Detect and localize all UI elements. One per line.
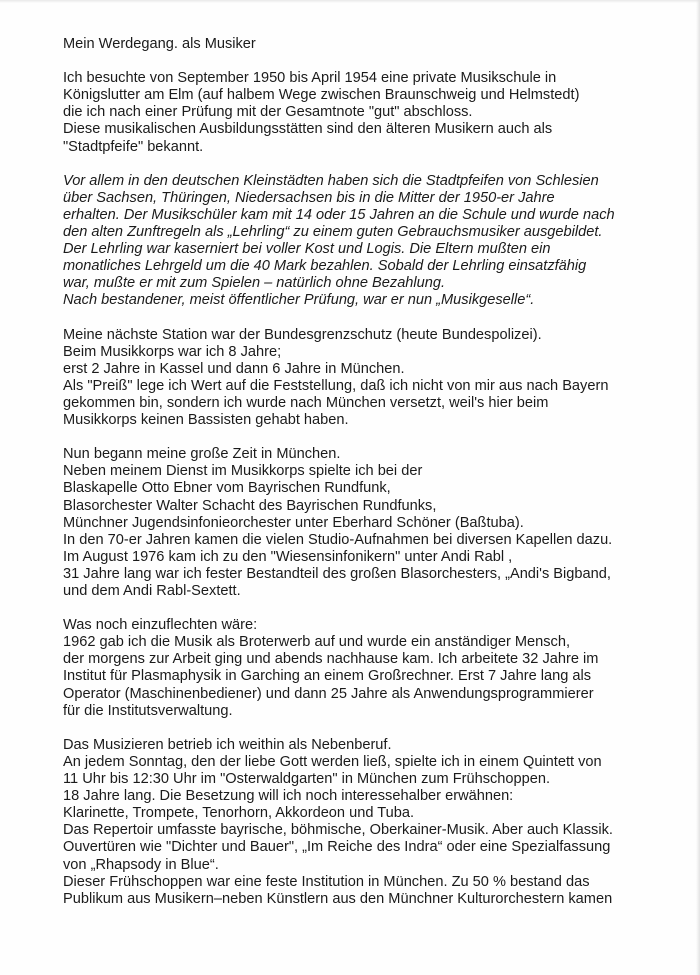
text-line: Dieser Frühschoppen war eine feste Institution in München. Zu 50 % bestand das bbox=[63, 873, 590, 890]
text-line: 18 Jahre lang. Die Besetzung will ich noch interessehalber erwähnen: bbox=[63, 788, 514, 805]
text-line: erhalten. Der Musikschüler kam mit 14 oder 15 Jahren an die Schule und wurde nach bbox=[63, 206, 615, 223]
text-line: Operator (Maschinenbediener) und dann 25 Jahre als Anwendungsprogrammierer bbox=[63, 685, 594, 702]
text-line: Münchner Jugendsinfonieorchester unter Eberhard Schöner (Baßtuba). bbox=[63, 514, 524, 531]
text-line: Meine nächste Station war der Bundesgrenzschutz (heute Bundespolizei). bbox=[63, 326, 542, 343]
text-line: 11 Uhr bis 12:30 Uhr im "Osterwaldgarten" in München zum Frühschoppen. bbox=[63, 771, 551, 788]
text-line: war, mußte er mit zum Spielen – natürlich ohne Bezahlung. bbox=[63, 275, 446, 292]
text-line: monatliches Lehrgeld um die 40 Mark bezahlen. Sobald der Lehrling einsatzfähig bbox=[63, 258, 587, 275]
paragraph-gap bbox=[63, 720, 673, 737]
text-line: der morgens zur Arbeit ging und abends nachhause kam. Ich arbeitete 32 Jahre im bbox=[63, 651, 599, 668]
paragraph-gap bbox=[63, 310, 673, 327]
text-line: Das Repertoir umfasste bayrische, böhmische, Oberkainer-Musik. Aber auch Klassik. bbox=[63, 822, 613, 839]
text-line: Neben meinem Dienst im Musikkorps spielte ich bei der bbox=[63, 463, 423, 480]
scan-edge bbox=[0, 0, 700, 3]
paragraph-broterwerb bbox=[63, 617, 673, 720]
text-line: An jedem Sonntag, den der liebe Gott werden ließ, spielte ich in einem Quintett von bbox=[63, 753, 602, 770]
text-line: und dem Andi Rabl-Sextett. bbox=[63, 583, 241, 599]
text-line: gekommen bin, sondern ich wurde nach München versetzt, weil's hier beim bbox=[63, 394, 549, 411]
text-line: Beim Musikkorps war ich 8 Jahre; bbox=[63, 343, 282, 360]
paragraph-gap bbox=[63, 156, 673, 173]
text-line: die ich nach einer Prüfung mit der Gesamtnote "gut" abschloss. bbox=[63, 104, 473, 121]
paragraph-nebenberuf bbox=[63, 737, 673, 908]
text-line: Blaskapelle Otto Ebner vom Bayrischen Rundfunk, bbox=[63, 480, 391, 497]
text-line: den alten Zunftregeln als „Lehrling“ zu einem guten Gebrauchsmusiker ausgebildet. bbox=[63, 224, 603, 241]
text-line: Ouvertüren wie "Dichter und Bauer", „Im Reiche des Indra“ oder eine Spezialfassung bbox=[63, 839, 611, 856]
text-line: Was noch einzuflechten wäre: bbox=[63, 617, 258, 634]
text-line: erst 2 Jahre in Kassel und dann 6 Jahre in München. bbox=[63, 360, 405, 377]
scan-edge bbox=[696, 0, 700, 975]
document-body bbox=[63, 36, 673, 908]
text-line: Diese musikalischen Ausbildungsstätten sind den älteren Musikern auch als bbox=[63, 121, 553, 138]
text-line: Ich besuchte von September 1950 bis April 1954 eine private Musikschule in bbox=[63, 70, 557, 87]
text-line: Der Lehrling war kaserniert bei voller Kost und Logis. Die Eltern mußten ein bbox=[63, 241, 551, 258]
text-line: Königslutter am Elm (auf halbem Wege zwischen Braunschweig und Helmstedt) bbox=[63, 87, 580, 104]
paragraph-muenchen bbox=[63, 446, 673, 600]
text-line: Publikum aus Musikern–neben Künstlern aus den Münchner Kulturorchestern kamen bbox=[63, 890, 613, 907]
text-line: Musikkorps keinen Bassisten gehabt haben. bbox=[63, 412, 349, 429]
text-line: Als "Preiß" lege ich Wert auf die Feststellung, daß ich nicht von mir aus nach Bayern bbox=[63, 377, 609, 394]
text-line: Blasorchester Walter Schacht des Bayrischen Rundfunks, bbox=[63, 497, 437, 514]
text-line: von „Rhapsody in Blue“. bbox=[63, 856, 219, 873]
paragraph-bundesgrenzschutz bbox=[63, 327, 673, 430]
paragraph-gap bbox=[63, 429, 673, 446]
text-line: 1962 gab ich die Musik als Broterwerb auf und wurde ein anständiger Mensch, bbox=[63, 634, 571, 651]
text-line: "Stadtpfeife" bekannt. bbox=[63, 138, 204, 155]
document-title: Mein Werdegang. als Musiker bbox=[63, 36, 256, 52]
text-line: In den 70-er Jahren kamen die vielen Studio-Aufnahmen bei diversen Kapellen dazu. bbox=[63, 531, 613, 548]
text-line: 31 Jahre lang war ich fester Bestandteil des großen Blasorchesters, „Andi's Bigband, bbox=[63, 565, 611, 582]
text-line: Vor allem in den deutschen Kleinstädten haben sich die Stadtpfeifen von Schlesien bbox=[63, 172, 599, 189]
text-line: für die Institutsverwaltung. bbox=[63, 702, 233, 719]
text-line: Das Musizieren betrieb ich weithin als Nebenberuf. bbox=[63, 736, 392, 753]
paragraph-stadtpfeifen-italic bbox=[63, 173, 673, 310]
paragraph-gap bbox=[63, 600, 673, 617]
text-line: Klarinette, Trompete, Tenorhorn, Akkordeon und Tuba. bbox=[63, 805, 415, 822]
text-line: Nun begann meine große Zeit in München. bbox=[63, 446, 341, 463]
paragraph-musikschule bbox=[63, 70, 673, 155]
text-line: Nach bestandener, meist öffentlicher Prüfung, war er nun „Musikgeselle“. bbox=[63, 292, 535, 309]
paragraph-gap bbox=[63, 53, 673, 70]
text-line: über Sachsen, Thüringen, Niedersachsen bis in die Mitter der 1950-er Jahre bbox=[63, 189, 555, 206]
text-line: Institut für Plasmaphysik in Garching an einem Großrechner. Erst 7 Jahre lang als bbox=[63, 668, 592, 685]
text-line: Im August 1976 kam ich zu den "Wiesensinfonikern" unter Andi Rabl , bbox=[63, 548, 513, 565]
